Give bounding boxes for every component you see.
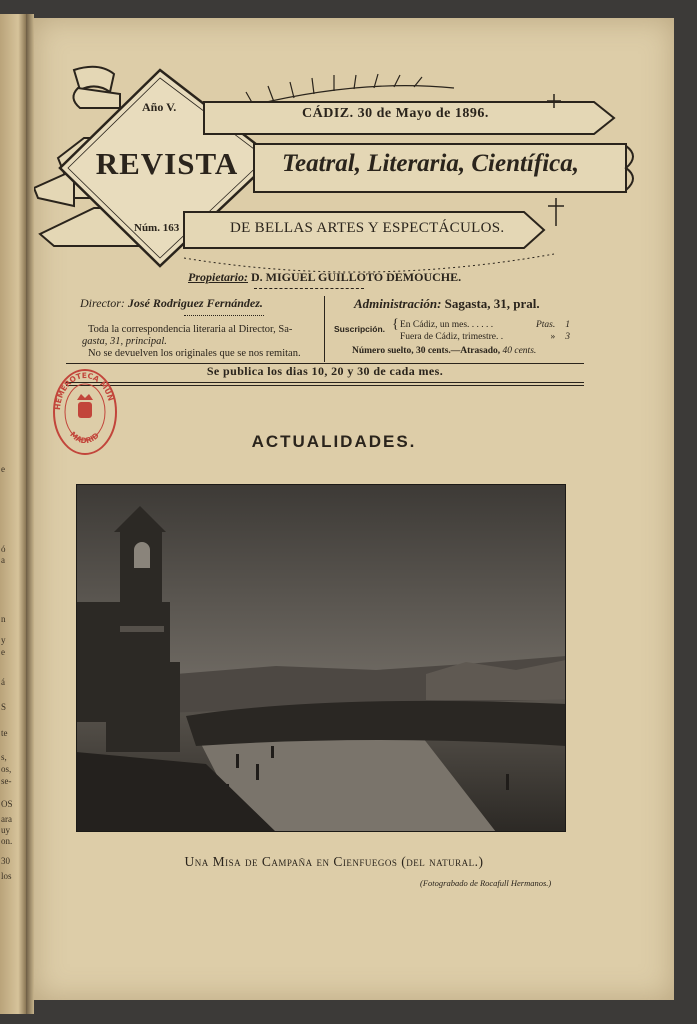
left-page-text: á	[1, 677, 5, 687]
back-issue-price: 40 cents.	[502, 346, 537, 356]
left-page-text: e	[1, 464, 5, 474]
correspondence-line: gasta, 31, principal.	[82, 336, 167, 347]
arts-line: DE BELLAS ARTES Y ESPECTÁCULOS.	[230, 220, 505, 236]
owner-underline	[254, 288, 364, 289]
schedule-rule-double	[66, 385, 584, 386]
newspaper-page	[34, 18, 674, 1000]
left-page-text: n	[1, 614, 6, 624]
left-page-text: s,	[1, 752, 7, 762]
publication-schedule: Se publica los dias 10, 20 y 30 de cada mes.	[206, 364, 444, 378]
photograph	[76, 484, 566, 832]
stamp-text-top: HEMEROTECA MUN	[52, 370, 116, 411]
column-divider	[324, 296, 325, 362]
photo-credit: (Fotograbado de Rocafull Hermanos.)	[420, 878, 552, 888]
date-line: CÁDIZ. 30 de Mayo de 1896.	[302, 106, 489, 121]
owner-name: D. MIGUEL GUILLOTO DEMOUCHE.	[251, 270, 462, 284]
left-page-text: 30	[1, 856, 10, 866]
left-page-text: se-	[1, 776, 12, 786]
coat-of-arms-icon	[77, 394, 93, 418]
subscription-row-label: En Cádiz, un mes. . . . . .	[400, 320, 494, 330]
scroll-icon	[73, 67, 120, 108]
left-page-text: a	[1, 555, 5, 565]
left-page-text: OS	[1, 799, 13, 809]
subscription-label: Suscripción.	[334, 324, 386, 334]
admin-label: Administración:	[354, 296, 442, 311]
book-gutter	[26, 14, 34, 1014]
left-page-text: os,	[1, 764, 12, 774]
left-page-text: ara	[1, 814, 12, 824]
figure-caption: Una Misa de Campaña en Cienfuegos (del natural.)	[184, 854, 484, 869]
left-page-text: ó	[1, 544, 6, 554]
left-page-text: S	[1, 702, 7, 712]
single-issue-price: Número suelto, 30 cents.—Atrasado,	[352, 346, 501, 356]
subscription-row-unit: »	[550, 332, 556, 342]
admin-address: Sagasta, 31, pral.	[444, 296, 540, 311]
subscription-row-label: Fuera de Cádiz, trimestre. .	[400, 332, 504, 342]
masthead-title: REVISTA	[95, 146, 239, 181]
year-label: Año V.	[142, 100, 177, 114]
left-page-text: los	[1, 871, 12, 881]
issue-number: Núm. 163	[134, 222, 180, 234]
director-underline	[184, 315, 264, 316]
left-page-text: uy	[1, 825, 10, 835]
correspondence-line: No se devuelven los originales que se nos remitan.	[88, 348, 301, 359]
brace-icon: {	[392, 317, 399, 332]
left-page-text: te	[1, 728, 8, 738]
left-page-edge	[0, 14, 26, 1014]
correspondence-line: Toda la correspondencia literaria al Director, Sa-	[88, 324, 293, 335]
section-title: ACTUALIDADES.	[251, 432, 417, 451]
subscription-row-value: 3	[565, 332, 570, 342]
subscription-row-unit: Ptas.	[535, 320, 556, 330]
masthead-subtitle: Teatral, Literaria, Científica,	[282, 150, 579, 177]
left-page-text: e	[1, 647, 5, 657]
director-label: Director:	[80, 296, 125, 310]
owner-label: Propietario:	[188, 270, 248, 284]
left-page-text: y	[1, 635, 6, 645]
left-page-text: on.	[1, 836, 13, 846]
stamp-text-bottom: MADRID	[68, 429, 101, 446]
subscription-row-value: 1	[565, 320, 570, 330]
schedule-rule-bottom	[66, 382, 584, 383]
director-name: José Rodriguez Fernández.	[127, 296, 263, 310]
